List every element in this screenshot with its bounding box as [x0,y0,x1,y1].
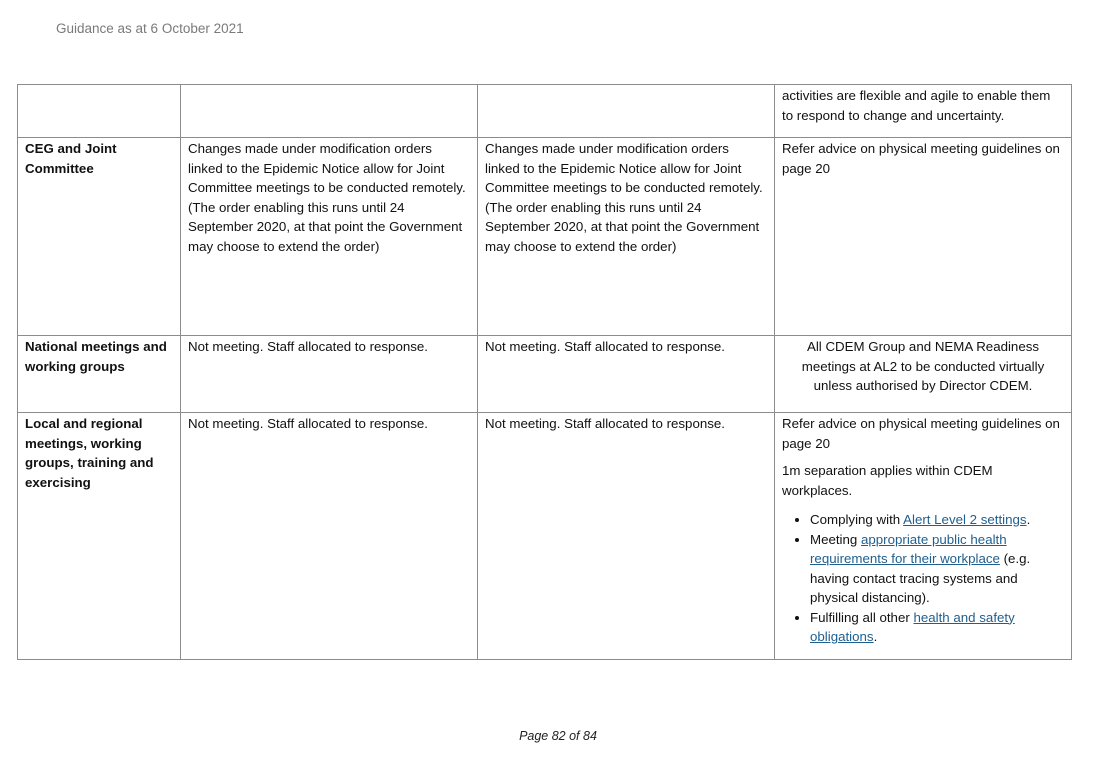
table-cell: Changes made under modification orders linked to the Epidemic Notice allow for Joint Committee meetings to be conducted remotely. (The order enabling this runs until 24 September 2020, at that point the Government may choose to extend the order) [181,138,478,336]
row-label: National meetings and working groups [18,336,181,413]
row-label [18,85,181,138]
guidance-table [17,84,1072,660]
table-cell [478,85,775,138]
list-item-text: . [1026,512,1031,527]
table-cell: All CDEM Group and NEMA Readiness meetings at AL2 to be conducted virtually unless authorised by Director CDEM. [775,336,1072,413]
public-health-requirements-link[interactable]: appropriate public health requirements for their workplace [810,531,1007,566]
list-item-text: Meeting [810,531,861,547]
table-cell: Refer advice on physical meeting guidelines on page 20 [775,138,1072,336]
list-item-text: Complying with [810,512,904,527]
cell-paragraph: 1m separation applies within CDEM workplaces. [782,463,993,498]
alert-level-2-link[interactable]: Alert Level 2 settings [903,512,1027,527]
row-label: Local and regional meetings, working groups, training and exercising [18,413,181,660]
list-item-text: . [873,629,878,644]
health-and-safety-link[interactable]: health and safety obligations [810,609,1015,644]
table-cell [181,85,478,138]
table-row [18,413,1072,660]
bullet-list [782,510,1064,647]
row-label: CEG and Joint Committee [18,138,181,336]
table-cell: Not meeting. Staff allocated to response. [181,336,478,413]
table-row [18,138,1072,336]
list-item-text: (e.g. having contact tracing systems and physical distancing). [810,551,1031,605]
table-cell: Not meeting. Staff allocated to response. [478,336,775,413]
table-row [18,85,1072,138]
table-cell [775,413,1072,660]
table-row [18,336,1072,413]
cell-paragraph: Refer advice on physical meeting guidelines on page 20 [782,416,1060,451]
table-cell: activities are flexible and agile to enable them to respond to change and uncertainty. [775,85,1072,138]
table-cell: Not meeting. Staff allocated to response. [181,413,478,660]
list-item [810,510,1064,530]
table-cell: Not meeting. Staff allocated to response. [478,413,775,660]
list-item-text: Fulfilling all other [810,609,914,625]
list-item [810,530,1064,608]
document-header: Guidance as at 6 October 2021 [56,21,244,36]
list-item [810,608,1064,647]
page-number: Page 82 of 84 [519,729,597,743]
table-cell: Changes made under modification orders linked to the Epidemic Notice allow for Joint Committee meetings to be conducted remotely. (The order enabling this runs until 24 September 2020, at that point the Government may choose to extend the order) [478,138,775,336]
